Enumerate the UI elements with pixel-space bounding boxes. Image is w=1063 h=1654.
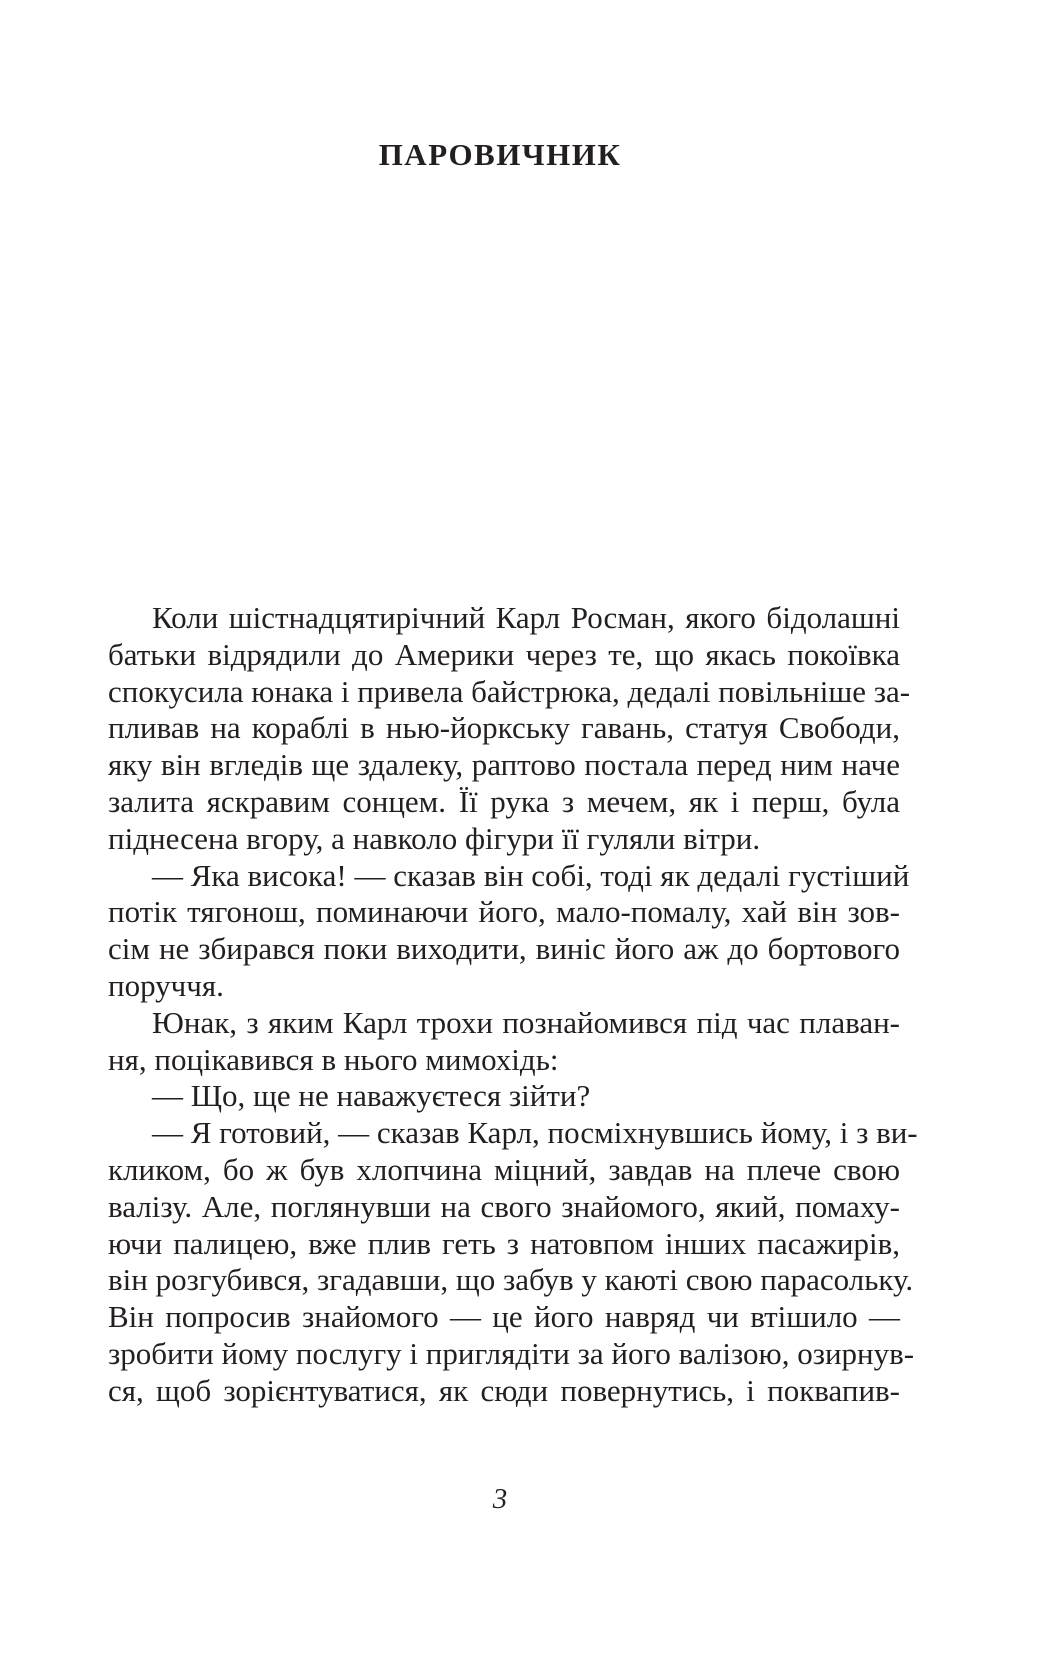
text-line: — Я готовий, — сказав Карл, посміхнувшись йому, і з ви- <box>152 1115 918 1151</box>
text-line: ня, поцікавився в нього мимохідь: <box>108 1041 559 1077</box>
text-line: Коли шістнадцятирічний Карл Росман, якого бідолашні <box>152 600 900 635</box>
text-line: ючи палицею, вже плив геть з натовпом інших пасажирів, <box>108 1225 900 1261</box>
text-line: валізу. Але, поглянувши на свого знайомого, який, помаху- <box>108 1188 900 1224</box>
text-line: піднесена вгору, а навколо фігури її гуляли вітри. <box>108 820 761 856</box>
text-line: яку він вгледів ще здалеку, раптово постала перед ним наче <box>108 747 900 783</box>
text-line: залита яскравим сонцем. Її рука з мечем, як і перш, була <box>108 783 900 819</box>
text-line: спокусила юнака і привела байстрюка, дедалі повільніше за- <box>108 673 911 709</box>
text-line: Він попросив знайомого — це його навряд чи втішило — <box>108 1299 900 1335</box>
text-line: він розгубився, згадавши, що забув у каюті свою парасольку. <box>108 1262 914 1298</box>
text-line: пливав на кораблі в нью-йоркську гавань, статуя Свободи, <box>108 710 900 746</box>
text-line: ся, щоб зорієнтуватися, як сюди повернутись, і поквапив- <box>108 1372 900 1408</box>
text-line: потік тягонош, поминаючи його, мало-помалу, хай він зов- <box>108 894 900 930</box>
page-number: 3 <box>492 1483 508 1515</box>
text-line: батьки відрядили до Америки через те, що якась покоївка <box>108 636 900 672</box>
chapter-title: ПАРОВИЧНИК <box>378 137 622 172</box>
text-line: зробити йому послугу і приглядіти за його валізою, озирнув- <box>108 1335 915 1371</box>
text-line: кликом, бо ж був хлопчина міцний, завдав на плече свою <box>108 1151 900 1187</box>
body-text <box>108 600 918 1410</box>
text-line: поруччя. <box>108 967 224 1003</box>
text-line: — Яка висока! — сказав він собі, тоді як дедалі густіший <box>152 857 910 893</box>
text-line: Юнак, з яким Карл трохи познайомився під час плаван- <box>152 1004 900 1040</box>
text-line: — Що, ще не наважуєтеся зійти? <box>152 1078 591 1114</box>
text-line: сім не збирався поки виходити, виніс його аж до бортового <box>108 931 900 967</box>
